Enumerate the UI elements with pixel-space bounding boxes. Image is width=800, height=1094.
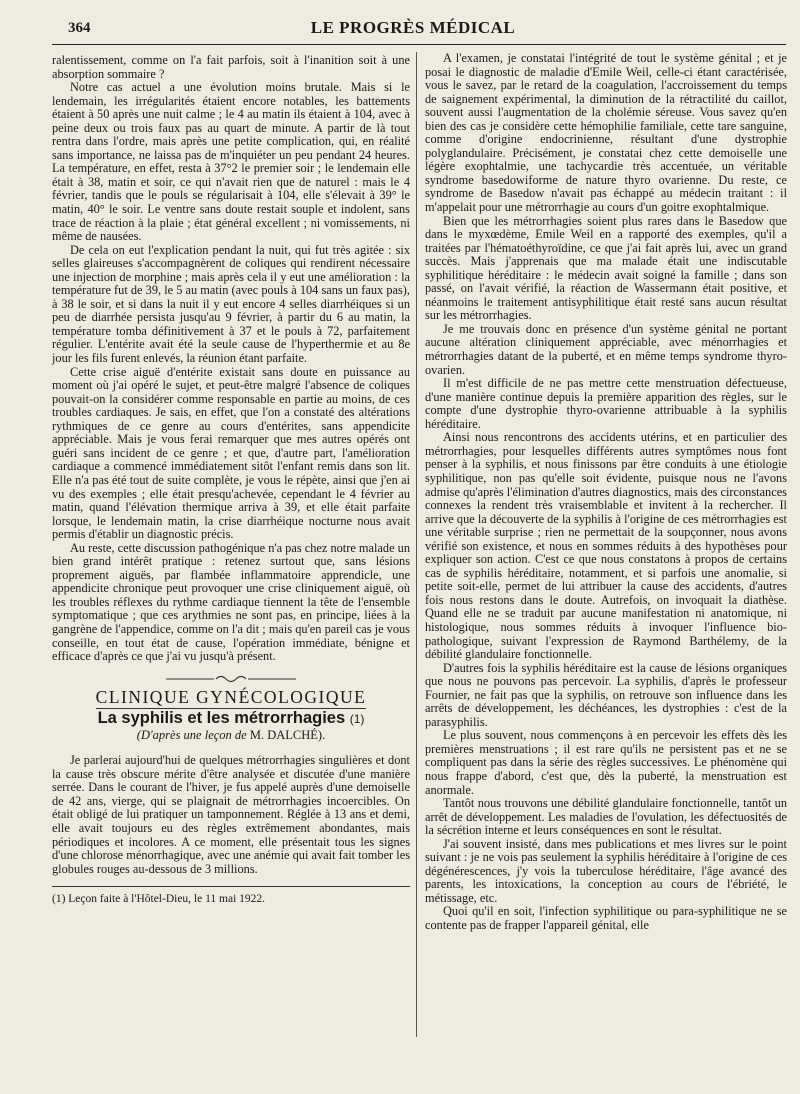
paragraph: Au reste, cette discussion pathogénique n'a pas chez notre malade un bien grand intérêt pratique : retenez surtout que, sans lésions proprement aiguës, par flambée inflammatoire apprendicle, une appendicite chronique peut provoquer une crise cliniquement aiguë, où les troubles réflexes du rythme cardiaque tiennent la tête de l'ensemble symptomatique ; que ces arythmies ne sont pas, en principe, liées à la gangrène de l'appendice, comme on l'a dit ; mais qu'en pareil cas je vous conseille, en tout état de cause, l'opération immédiate, bénigne et efficace d'après ce que j'ai vu jusqu'à présent. [52,540,410,664]
header-rule [52,44,786,45]
paragraph: Il m'est difficile de ne pas mettre cette menstruation défectueuse, d'une manière continue depuis la première apparition des règles, sur le compte d'une dystrophie thyro-ovarienne attribuable à la syphilis héréditaire. [425,376,787,431]
footnote: (1) Leçon faite à l'Hôtel-Dieu, le 11 mai 1922. [52,893,266,906]
paragraph: Je parlerai aujourd'hui de quelques métrorrhagies singulières et dont la cause très obscure mérite d'être analysée et discutée d'une manière serrée. Dans le courant de l'hiver, je fus appelé auprès d'une demoiselle de 42 ans, vierge, qui se plaignait de métrorrhagies incoercibles. On était obligé de lui pratiquer un tamponnement. Réglée à 13 ans et demi, elle avait toujours eu des règles extrêmement abondantes, mais périodiques et incolores. A ce moment, elle présentait tous les signes d'une chlorose ménorrhagique, avec une anémie qui avait fait tomber les globules rouges au-dessous de 3 millions. [52,753,410,876]
paragraph: Quoi qu'il en soit, l'infection syphilitique ou para-syphilitique ne se contente pas de frapper l'appareil génital, elle [425,904,787,932]
footnote-rule [52,886,410,887]
column-divider [416,52,417,1037]
paragraph: A l'examen, je constatai l'intégrité de tout le système génital ; et je posai le diagnostic de maladie d'Emile Weil, celle-ci étant caractérisée, vous le savez, par le retard de la coagulation, l'accroissement du temps de saignement expérimental, la diminution de la rétractilité du caillot, souvent aussi l'augmentation de la cholémie séreuse. Vous savez qu'en bien des cas je considère cette hémophilie familiale, cette tare sanguine, comme d'origine endocrinienne, résultant d'une dystrophie polyglandulaire. Précisément, je constatai chez cette demoiselle une légère exophtalmie, une tachycardie très accentuée, un véritable syndrome basedowiforme de nature thyro ovarienne. Du reste, ce syndrome de Basedow n'avait pas échappé au médecin traitant : il m'appelait pour une métrorrhagie au cours d'un goitre exophtalmique. [425,51,787,215]
paragraph: ralentissement, comme on l'a fait parfois, soit à l'inanition soit à une absorption sommaire ? [52,53,410,81]
paragraph: J'ai souvent insisté, dans mes publications et mes livres sur le point suivant : je ne vois pas seulement la syphilis héréditaire à l'origine de ces dégénérescences, j'y vois la tuberculose héréditaire, l'âge avancé des parents, les intoxications, la conception au cours de l'ébriété, le métissage, etc. [425,836,787,905]
article-byline [52,729,410,743]
left-column [52,54,410,907]
byline-lead: (D'après une leçon de [136,727,247,742]
page-number: 364 [68,20,91,36]
paragraph: Cette crise aiguë d'entérite existait sans doute en puissance au moment où j'ai opéré le sujet, et peut-être malgré l'absence de coliques pouvait-on la considérer comme responsable en partie au moins, de ces troubles cardiaques. Je sais, en effet, que l'on a constaté des altérations rythmiques de ce genre au cours d'entérites, sans appendicite appréciable. Mais je vous ferai remarquer que mes autres opérés ont guéri sans incident de ce genre ; et que, d'autre part, l'amélioration cardiaque a commencé immédiatement sitôt l'enfant remis dans son lit. Elle n'a pas été tout de suite complète, je vous le répète, ainsi que j'en ai vu des exemples ; elle était presqu'achevée, cependant le 4 février au matin, quand l'élévation thermique arriva à 39, et elle était parfaite lorsque, le lendemain matin, la crise diarrhéique nocturne nous avait permis d'établir un diagnostic précis. [52,364,410,542]
paragraph: Notre cas actuel a une évolution moins brutale. Mais si le lendemain, les irrégularités étaient encore notables, les battements étaient à 50 après une nuit calme ; le 4 au matin ils étaient à 104, avec à peine deux ou trois faux pas au quart de minute. A partir de là tout rentra dans l'ordre, mais après une petite complication, qui, en réalité sans importance, ne laissa pas de m'inquiéter un peu pendant 24 heures. La température, en effet, resta à 37°2 le premier soir ; le lendemain elle était à 38, matin et soir, ce qui n'avait rien que de naturel : mais le 4 février, tandis que le pouls se régularisait à 104, elle s'élevait à 39° le matin, 40° le soir. Le ventre sans doute restait souple et indolent, sans trace de réaction à la plaie ; état général excellent ; ni vomissements, ni même de nausées. [52,80,410,244]
paragraph: D'autres fois la syphilis héréditaire est la cause de lésions organiques que nous ne pouvons pas percevoir. La syphilis, d'après le professeur Fournier, ne fait pas que la syphilis, on retrouve son influence dans les arrêts de développement, les déchéances, les dystrophies : c'est de la parasyphilis. [425,660,787,729]
paragraph: Bien que les métrorrhagies soient plus rares dans le Basedow que dans le myxœdème, Emile Weil en a rapporté des exemples, qu'il a traitées par l'hématoéthyroïdine, ce que j'ai fait après lui, avec un grand succès. Mais j'apprenais que ma malade était une indiscutable syphilitique héréditaire : le médecin avait soigné la famille ; dans son passé, on l'avait vérifié, la réaction de Wassermann était positive, et néanmoins le traitement antisyphilitique était resté sans aucun résultat sur les métrorrhagies. [425,213,787,323]
section-heading-text: CLINIQUE GYNÉCOLOGIQUE [95,686,367,707]
article-title [52,709,410,728]
right-column [425,52,787,933]
journal-title: LE PROGRÈS MÉDICAL [310,18,516,37]
paragraph: Tantôt nous trouvons une débilité glandulaire fonctionnelle, tantôt un arrêt de développement. Les maladies de l'ovulation, les défectuosités de la sécrétion interne et leurs conséquences en sont le résultat. [425,796,787,838]
article-title-text: La syphilis et les métrorrhagies [97,709,346,728]
paragraph: Le plus souvent, nous commençons à en percevoir les effets dès les premières menstruations ; il est rare qu'ils ne persistent pas et ne se compliquent pas dans la série des règles successives. Le phénomène qui nous frappe d'abord, c'est que, dès la puberté, la menstruation est anormale. [425,728,787,797]
section-heading [52,686,410,707]
paragraph: Je me trouvais donc en présence d'un système génital ne portant aucune altération cliniquement appréciable, avec ménorrhagies et métrorrhagies datant de la puberté, et en même temps syndrome thyro-ovarien. [425,321,787,377]
paragraph: Ainsi nous rencontrons des accidents utérins, et en particulier des métrorrhagies, pour lesquelles différents autres symptômes nous font penser à la syphilis, et nous finissons par être conduits à une étiologie syphilitique, non pas qu'elle soit évidente, puisque nous ne l'avons admise qu'après l'élimination d'autres diagnostics, mais des circonstances connexes la rendent très vraisemblable et invitent à la rechercher. Il arrive que la découverte de la syphilis à l'origine de ces métrorrhagies est une véritable surprise ; rien ne permettait de la soupçonner, nous avons vérifié son existence, et nous en sommes réduits à des hypothèses pour expliquer son action. C'est ce que nous constatons à propos de certains cas de syphilis héréditaire, notamment, et si parfois une anomalie, si petite soit-elle, permet de lui attribuer la cause des accidents, d'autres fois nous restons dans le doute. Autrefois, on invoquait la diathèse. Quand elle ne se traduit par aucune manifestation ni anatomique, ni histologique, nous sommes réduits à invoquer l'influence bio-pathologique, suivant l'expression de Raymond Barthélemy, de la débilité glandulaire fonctionnelle. [425,430,787,662]
section-ornament [52,673,410,685]
paragraph: De cela on eut l'explication pendant la nuit, qui fut très agitée : six selles glaireuses s'accompagnèrent de coliques qui rendirent nécessaire une injection de morphine ; mais après cela il y eut une amélioration : la température fut de 39, le 5 au matin (avec pouls à 104 sans un faux pas), à 38 le soir, et si dans la nuit il y eut encore 4 selles diarrhéiques si un peu de diarrhée persista jusqu'au 9 février, à partir du 6 au matin, la température tomba définitivement à 37 et le pouls à 72, parfaitement régulier. L'entérite avait été la seule cause de l'hyperthermie et au 8e jour les fils furent enlevés, la réunion étant parfaite. [52,242,410,366]
byline-author: M. DALCHÉ). [249,727,326,742]
page-header [40,16,786,42]
article-title-note: (1) [349,712,365,727]
